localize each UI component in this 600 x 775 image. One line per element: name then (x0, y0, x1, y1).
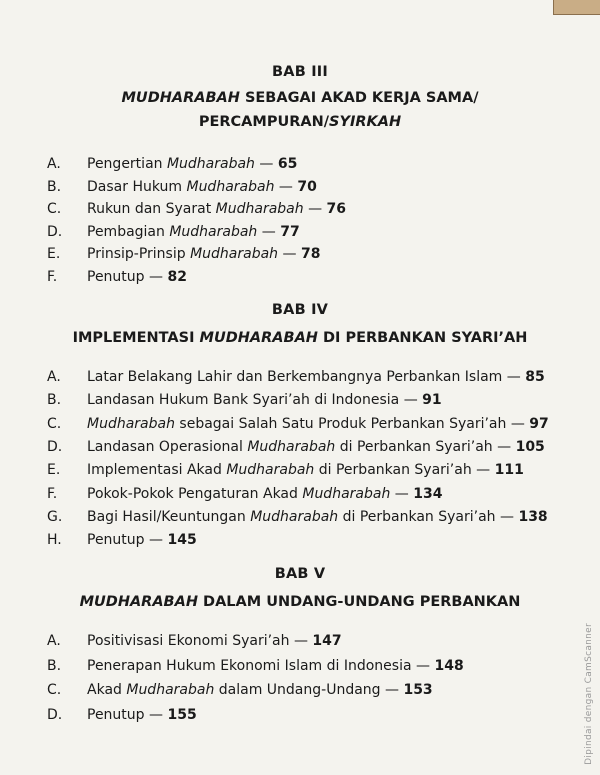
toc-entry-letter: B. (47, 392, 62, 409)
toc-entry-letter: H. (47, 532, 62, 549)
toc-entry-letter: D. (47, 706, 63, 723)
text-run: Positivisasi Ekonomi Syari’ah (87, 633, 290, 649)
toc-entry-title (87, 506, 548, 528)
toc-entry (0, 413, 600, 435)
text-run: sebagai Salah Satu Produk Perbankan Syari’ah (174, 415, 507, 432)
italic-term: MUDHARABAH (121, 90, 240, 106)
chapter-3-title: BAB III (272, 64, 328, 80)
toc-entry-title (87, 243, 320, 265)
toc-entry-title (87, 459, 524, 481)
toc-entry-separator: — (144, 532, 168, 549)
toc-entry (0, 366, 600, 388)
italic-term: Mudharabah (250, 508, 339, 525)
italic-term: Mudharabah (190, 246, 279, 263)
toc-entry-separator: — (274, 178, 298, 195)
toc-entry-letter: B. (47, 178, 62, 195)
text-run: Bagi Hasil/Keuntungan (87, 508, 251, 525)
toc-entry-separator: — (289, 633, 313, 649)
toc-entry-letter: C. (47, 682, 62, 698)
toc-entry-separator: — (380, 682, 404, 698)
text-run: DALAM UNDANG-UNDANG PERBANKAN (197, 594, 521, 610)
toc-entry (0, 436, 600, 458)
toc-entry-page: 145 (167, 532, 197, 549)
toc-entry-title (87, 366, 545, 388)
toc-entry-page: 147 (312, 633, 342, 649)
text-run: Penutup (87, 706, 145, 723)
toc-entry (0, 529, 600, 551)
toc-entry-page: 111 (494, 462, 524, 479)
chapter-5-title: BAB V (274, 566, 326, 582)
text-run: Pengertian (87, 156, 167, 172)
toc-entry-separator: — (144, 706, 168, 723)
toc-entry-page: 65 (277, 156, 298, 172)
toc-entry-letter: B. (47, 657, 62, 674)
toc-entry-page: 77 (280, 223, 300, 240)
text-run: Implementasi Akad (87, 462, 227, 479)
toc-entry-letter: A. (47, 369, 61, 385)
toc-entry-letter: F. (47, 269, 58, 285)
toc-entry (0, 459, 600, 481)
toc-entry-separator: — (257, 223, 281, 240)
text-run: Landasan Hukum Bank Syari’ah di Indonesia (87, 392, 400, 409)
toc-entry-page: 85 (525, 369, 545, 385)
toc-entry-page: 153 (403, 682, 433, 698)
toc-entry-letter: A. (47, 156, 61, 172)
text-run: Pembagian (87, 223, 170, 240)
toc-entry-title (87, 483, 442, 505)
chapter-5-subtitle (0, 590, 600, 614)
toc-entry-page: 105 (515, 438, 545, 455)
toc-entry-title (87, 153, 297, 175)
toc-entry (0, 704, 600, 726)
toc-entry-page: 148 (434, 657, 464, 674)
italic-term: Mudharabah (247, 438, 336, 455)
toc-entry-separator: — (471, 462, 495, 479)
text-run: di Perbankan Syari’ah (338, 508, 496, 525)
toc-entry (0, 389, 600, 411)
toc-entry (0, 506, 600, 528)
toc-entry-separator: — (495, 508, 519, 525)
toc-entry-page: 78 (300, 246, 321, 263)
toc-entry-title (87, 198, 346, 220)
toc-entry-separator: — (502, 369, 526, 385)
toc-entry-title (87, 221, 300, 243)
toc-entry-letter: E. (47, 462, 61, 479)
chapter-4-title: BAB IV (271, 302, 329, 318)
text-run: DI PERBANKAN SYARI’AH (317, 330, 528, 346)
chapter-4-subtitle (0, 326, 600, 350)
toc-entry (0, 243, 600, 265)
toc-entry-separator: — (399, 392, 423, 409)
toc-entry (0, 198, 600, 220)
text-run: PERCAMPURAN/ (198, 114, 330, 130)
text-run: Dasar Hukum (87, 178, 187, 195)
toc-entry-page: 155 (167, 706, 197, 723)
toc-entry-page: 134 (413, 485, 443, 502)
toc-entry (0, 221, 600, 243)
page-corner-tab (553, 0, 600, 15)
toc-entry-separator: — (411, 657, 435, 674)
toc-entry-separator: — (390, 485, 414, 502)
toc-entry-letter: C. (47, 201, 62, 218)
toc-entry-letter: C. (47, 415, 62, 432)
toc-entry (0, 630, 600, 652)
toc-entry-page: 76 (326, 201, 347, 218)
toc-entry (0, 655, 600, 677)
toc-entry-separator: — (144, 269, 168, 285)
text-run: Penutup (87, 269, 145, 285)
toc-entry-title (87, 413, 549, 435)
text-run: Pokok-Pokok Pengaturan Akad (87, 485, 303, 502)
toc-entry (0, 679, 600, 701)
toc-entry-letter: E. (47, 246, 61, 263)
toc-entry-page: 82 (167, 269, 187, 285)
italic-term: MUDHARABAH (79, 594, 198, 610)
toc-entry-separator: — (303, 201, 327, 218)
toc-entry-title (87, 630, 342, 652)
italic-term: Mudharabah (87, 415, 175, 432)
toc-entry-title (87, 436, 545, 458)
text-run: Latar Belakang Lahir dan Berkembangnya Perbankan Islam (87, 369, 503, 385)
toc-entry-separator: — (278, 246, 301, 263)
toc-entry-page: 70 (297, 178, 317, 195)
toc-entry-page: 138 (518, 508, 548, 525)
italic-term: Mudharabah (215, 201, 304, 218)
toc-entry-title (87, 266, 187, 288)
text-run: Prinsip-Prinsip (87, 246, 191, 263)
text-run: SEBAGAI AKAD KERJA SAMA/ (239, 90, 479, 106)
text-run: Penerapan Hukum Ekonomi Islam di Indonesia (87, 657, 412, 674)
italic-term: Mudharabah (166, 156, 255, 172)
toc-entry-letter: A. (47, 633, 61, 649)
toc-entry (0, 153, 600, 175)
toc-entry-letter: D. (47, 438, 63, 455)
toc-entry-letter: F. (47, 485, 58, 502)
text-run: IMPLEMENTASI (72, 330, 200, 346)
italic-term: Mudharabah (226, 462, 315, 479)
toc-entry-title (87, 176, 317, 198)
italic-term: Mudharabah (186, 178, 275, 195)
text-run: Akad (87, 682, 127, 698)
toc-entry-separator: — (492, 438, 516, 455)
italic-term: SYIRKAH (329, 114, 402, 130)
text-run: di Perbankan Syari’ah (335, 438, 493, 455)
text-run: Penutup (87, 532, 145, 549)
toc-entry-letter: D. (47, 223, 63, 240)
toc-entry (0, 483, 600, 505)
toc-entry-letter: G. (47, 508, 63, 525)
toc-entry (0, 266, 600, 288)
scanner-watermark: Dipindai dengan CamScanner (584, 623, 594, 765)
italic-term: Mudharabah (169, 223, 258, 240)
toc-entry-separator: — (254, 156, 278, 172)
text-run: dalam Undang-Undang (214, 682, 381, 698)
toc-entry-page: 91 (422, 392, 442, 409)
chapter-3-subtitle (0, 86, 600, 134)
toc-entry-title (87, 704, 197, 726)
italic-term: Mudharabah (126, 682, 215, 698)
italic-term: MUDHARABAH (199, 330, 318, 346)
toc-entry-separator: — (506, 415, 530, 432)
italic-term: Mudharabah (302, 485, 391, 502)
toc-entry-title (87, 679, 433, 701)
toc-entry-page: 97 (529, 415, 549, 432)
toc-entry-title (87, 529, 197, 551)
text-run: Rukun dan Syarat (87, 201, 216, 218)
text-run: di Perbankan Syari’ah (314, 462, 472, 479)
toc-entry-title (87, 655, 464, 677)
text-run: Landasan Operasional (87, 438, 248, 455)
toc-entry-title (87, 389, 442, 411)
toc-entry (0, 176, 600, 198)
